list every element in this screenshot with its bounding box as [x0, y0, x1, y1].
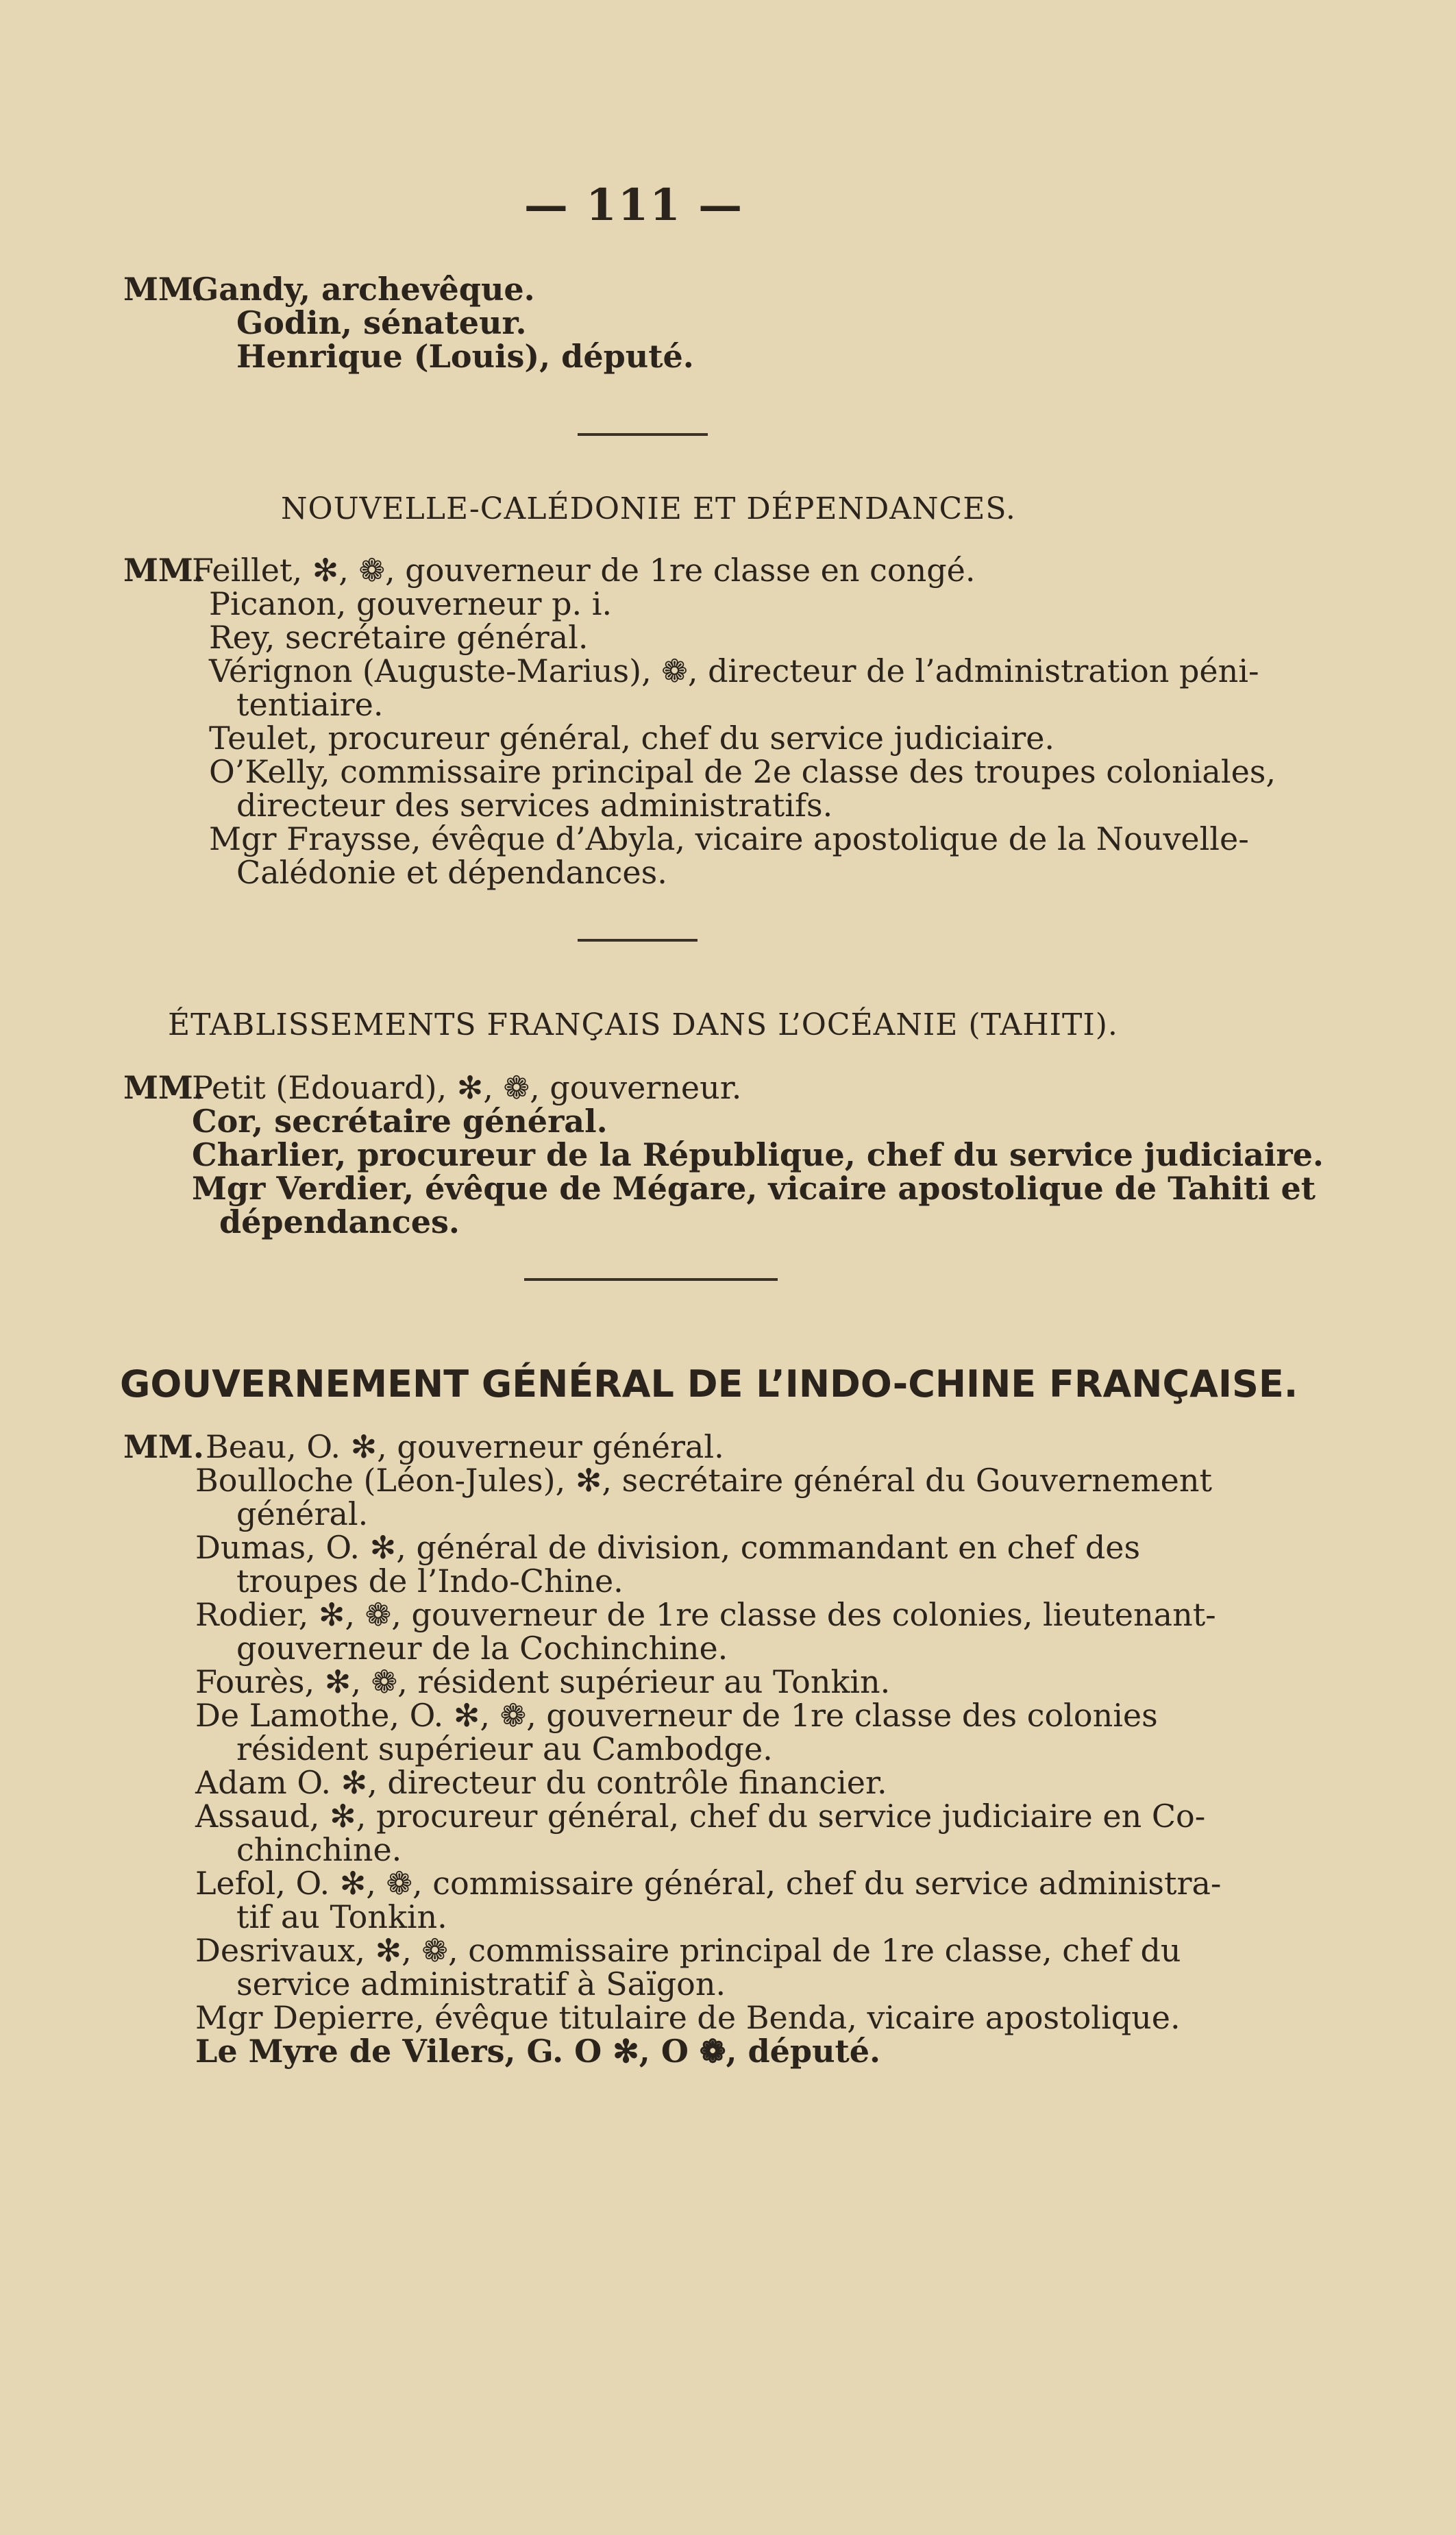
entry-line: De Lamothe, O. ✻, ❁, gouverneur de 1re classe des colonies — [195, 1697, 1158, 1734]
entry-line: Fourès, ✻, ❁, résident supérieur au Tonkin. — [195, 1663, 891, 1700]
page-number: — 111 — — [523, 180, 744, 231]
entry-line: Assaud, ✻, procureur général, chef du service judiciaire en Co- — [195, 1798, 1206, 1835]
entry-line: tentiaire. — [236, 686, 384, 723]
entry-line: Godin, sénateur. — [236, 304, 527, 341]
entry-line: tif au Tonkin. — [236, 1898, 447, 1935]
section-divider — [578, 939, 698, 942]
entry-prefix: MM. — [123, 1069, 204, 1106]
entry-line: Cor, secrétaire général. — [192, 1103, 608, 1140]
entry-line: dépendances. — [219, 1203, 460, 1240]
entry-line: Adam O. ✻, directeur du contrôle financier. — [195, 1764, 887, 1801]
entry-line: Lefol, O. ✻, ❁, commissaire général, chef du service administra- — [195, 1865, 1222, 1902]
section-title-indochine: GOUVERNEMENT GÉNÉRAL DE L’INDO-CHINE FRANÇAISE. — [120, 1362, 1298, 1406]
entry-line: gouverneur de la Cochinchine. — [236, 1630, 728, 1667]
entry-line: Picanon, gouverneur p. i. — [209, 585, 613, 622]
entry-line: Mgr Verdier, évêque de Mégare, vicaire apostolique de Tahiti et — [192, 1170, 1316, 1207]
entry-line — [123, 554, 1192, 587]
section-divider — [578, 433, 708, 436]
section-divider — [524, 1278, 778, 1281]
entry-line: Mgr Depierre, évêque titulaire de Benda, vicaire apostolique. — [195, 1999, 1181, 2036]
entry-line: Le Myre de Vilers, G. O ✻, O ❁, député. — [195, 2033, 881, 2070]
entry-line: Rey, secrétaire général. — [209, 619, 589, 656]
entry-line: Vérignon (Auguste-Marius), ❁, directeur de l’administration péni- — [209, 652, 1259, 689]
entry-line: Teulet, procureur général, chef du service judiciaire. — [209, 720, 1055, 757]
entry-text: Beau, O. ✻, gouverneur général. — [206, 1428, 724, 1465]
entry-line: Mgr Fraysse, évêque d’Abyla, vicaire apostolique de la Nouvelle- — [209, 820, 1249, 857]
entry-line: Dumas, O. ✻, général de division, commandant en chef des — [195, 1529, 1141, 1566]
section-clergy-legislators — [123, 273, 1192, 373]
entry-line: Calédonie et dépendances. — [236, 854, 667, 891]
section-indochine — [123, 1428, 1222, 2070]
entry-line — [123, 1430, 1192, 1464]
entry-line: Desrivaux, ✻, ❁, commissaire principal de 1re classe, chef du — [195, 1932, 1181, 1969]
entry-line: résident supérieur au Cambodge. — [236, 1730, 773, 1767]
entry-prefix: MM. — [123, 552, 204, 589]
entry-line: Charlier, procureur de la République, chef du service judiciaire. — [192, 1136, 1324, 1173]
entry-text: Gandy, archevêque. — [192, 271, 535, 308]
entry-line: Rodier, ✻, ❁, gouverneur de 1re classe des colonies, lieutenant- — [195, 1596, 1216, 1633]
entry-prefix: MM. — [123, 271, 204, 308]
entry-line: service administratif à Saïgon. — [236, 1965, 726, 2003]
entry-line: général. — [236, 1495, 369, 1532]
entry-prefix: MM. — [123, 1428, 204, 1465]
entry-line: O’Kelly, commissaire principal de 2e classe des troupes coloniales, — [209, 753, 1276, 790]
entry-line — [123, 273, 1192, 306]
entry-line: troupes de l’Indo-Chine. — [236, 1563, 624, 1600]
entry-line — [123, 1071, 1192, 1105]
section-nouvelle-caledonie — [123, 552, 1276, 891]
entry-line: directeur des services administratifs. — [236, 787, 833, 824]
section-title-nouvelle-caledonie: NOUVELLE-CALÉDONIE ET DÉPENDANCES. — [281, 491, 1016, 526]
section-title-oceanie: ÉTABLISSEMENTS FRANÇAIS DANS L’OCÉANIE (TAHITI). — [168, 1007, 1118, 1042]
entry-line: chinchine. — [236, 1831, 402, 1868]
entry-line: Boulloche (Léon-Jules), ✻, secrétaire général du Gouvernement — [195, 1462, 1212, 1499]
entry-line: Henrique (Louis), député. — [236, 338, 694, 375]
section-oceanie — [123, 1069, 1324, 1240]
entry-text: Feillet, ✻, ❁, gouverneur de 1re classe en congé. — [192, 552, 976, 589]
entry-text: Petit (Edouard), ✻, ❁, gouverneur. — [192, 1069, 742, 1106]
